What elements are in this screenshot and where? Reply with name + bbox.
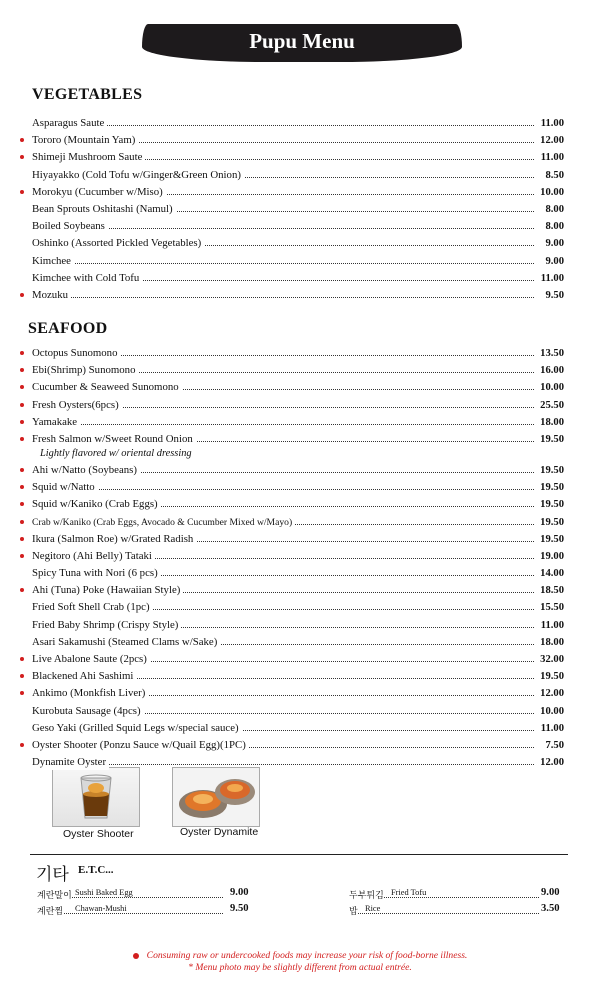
menu-item [0,600,600,617]
menu-item-description: Lightly flavored w/ oriental dressing [40,447,192,459]
menu-item-price: 8.50 [545,169,564,181]
dot-leader [32,125,534,126]
menu-item [0,116,600,133]
menu-item [0,271,600,288]
menu-item-name: Ahi (Tuna) Poke (Hawaiian Style) [32,583,183,598]
menu-item [0,380,600,397]
menu-item-name: Boiled Soybeans [32,219,108,234]
menu-item [0,497,600,514]
menu-item-price: 8.00 [545,221,564,233]
menu-item-price: 12.00 [540,135,564,147]
menu-item [0,150,600,167]
menu-item [0,566,600,583]
menu-item-price: 25.50 [540,399,564,411]
menu-item-name: Kimchee [32,254,74,269]
menu-item-name: Dynamite Oyster [32,755,109,770]
dot-leader [349,913,539,914]
menu-item-name: Squid w/Natto [32,480,98,495]
menu-item [0,463,600,480]
red-bullet-icon [20,657,24,661]
menu-item [0,398,600,415]
menu-item [0,738,600,755]
red-bullet-icon [20,537,24,541]
etc-item [349,904,600,920]
menu-item [0,168,600,185]
menu-item-name: Blackened Ahi Sashimi [32,669,136,684]
menu-item-name: Mozuku [32,288,71,303]
dot-leader [32,297,534,298]
menu-item [0,583,600,600]
menu-item-price: 9.00 [545,255,564,267]
menu-item-name: Hiyayakko (Cold Tofu w/Ginger&Green Onion) [32,168,244,183]
menu-item-price: 9.50 [545,289,564,301]
etc-item-price: 9.00 [541,887,560,898]
dot-leader [37,913,223,914]
menu-item-name: Morokyu (Cucumber w/Miso) [32,185,166,200]
menu-item-name: Ebi(Shrimp) Sunomono [32,363,138,378]
menu-item-price: 11.00 [540,619,564,631]
menu-item-price: 11.00 [540,118,564,129]
red-bullet-icon [20,743,24,747]
menu-item-name: Cucumber & Seaweed Sunomono [32,380,182,395]
header-banner [142,24,462,62]
menu-item-name: Asparagus Saute [32,116,107,131]
red-bullet-icon [20,351,24,355]
menu-item-name: Ankimo (Monkfish Liver) [32,686,148,701]
red-bullet-icon [20,138,24,142]
menu-item-name: Oshinko (Assorted Pickled Vegetables) [32,236,204,251]
menu-item-name: Bean Sprouts Oshitashi (Namul) [32,202,176,217]
menu-item-price: 18.00 [540,416,564,428]
menu-item-price: 18.00 [540,636,564,648]
oyster-shooter-photo [52,767,140,827]
menu-item-name: Live Abalone Saute (2pcs) [32,652,150,667]
divider [30,854,568,855]
red-bullet-icon [20,293,24,297]
menu-item-name: Yamakake [32,415,80,430]
menu-item [0,686,600,703]
red-bullet-icon [20,190,24,194]
notice-bullet [133,953,139,959]
menu-item-name: Geso Yaki (Grilled Squid Legs w/special sauce) [32,721,242,736]
red-bullet-icon [20,520,24,524]
menu-item-price: 11.00 [540,722,564,734]
menu-item [0,185,600,202]
dot-leader [32,424,534,425]
dot-leader [32,489,534,490]
etc-title-korean: 기타 [36,865,69,885]
red-bullet-icon [20,420,24,424]
menu-item-price: 19.50 [540,499,564,511]
menu-item-price: 19.50 [540,482,564,494]
section-title-vegetables: VEGETABLES [32,86,143,103]
menu-item-name: Crab w/Kaniko (Crab Eggs, Avocado & Cucumber Mixed w/Mayo) [32,515,295,530]
menu-item-price: 10.00 [540,705,564,717]
menu-item-price: 32.00 [540,654,564,665]
menu-item [0,363,600,380]
etc-item [349,888,600,904]
menu-item [0,669,600,686]
etc-item-korean-name: 계란말이 [37,888,72,901]
etc-item-name: Rice [365,904,381,913]
raw-food-notice [0,950,600,961]
menu-item-name: Negitoro (Ahi Belly) Tataki [32,549,155,564]
oyster-dynamite-caption: Oyster Dynamite [180,826,259,838]
menu-item-name: Fresh Oysters(6pcs) [32,398,122,413]
menu-item [0,652,600,669]
red-bullet-icon [20,502,24,506]
menu-item-name: Oyster Shooter (Ponzu Sauce w/Quail Egg)(1PC) [32,738,249,753]
menu-item-price: 9.00 [545,238,564,250]
menu-item-name: Squid w/Kaniko (Crab Eggs) [32,497,161,512]
etc-item-price: 3.50 [541,903,560,914]
menu-item-price: 13.50 [540,348,564,359]
menu-item-price: 11.00 [540,272,564,284]
menu-item [0,515,600,532]
red-bullet-icon [20,674,24,678]
menu-item-price: 15.50 [540,602,564,614]
menu-item-price: 10.00 [540,382,564,394]
menu-item-price: 19.50 [540,464,564,476]
menu-item [0,755,600,772]
menu-item-price: 18.50 [540,585,564,597]
menu-item [0,432,600,463]
menu-item [0,532,600,549]
photo-disclaimer: * Menu photo may be slightly different from actual entrée. [188,962,412,973]
menu-item-price: 19.50 [540,533,564,545]
menu-item [0,721,600,738]
menu-item [0,254,600,271]
menu-item-name: Shimeji Mushroom Saute [32,150,145,165]
menu-item-price: 12.00 [540,757,564,769]
menu-item [0,704,600,721]
menu-item [0,346,600,363]
menu-item-name: Ikura (Salmon Roe) w/Grated Radish [32,532,196,547]
oyster-shooter-caption: Oyster Shooter [63,828,134,840]
red-bullet-icon [20,554,24,558]
etc-item-korean-name: 계란찜 [37,904,63,917]
menu-item-name: Asari Sakamushi (Steamed Clams w/Sake) [32,635,220,650]
red-bullet-icon [20,437,24,441]
red-bullet-icon [20,485,24,489]
red-bullet-icon [20,468,24,472]
menu-item [0,219,600,236]
red-bullet-icon [20,385,24,389]
menu-item-name: Ahi w/Natto (Soybeans) [32,463,140,478]
menu-item-price: 7.50 [545,739,564,751]
menu-item-name: Kimchee with Cold Tofu [32,271,142,286]
red-bullet-icon [20,588,24,592]
red-bullet-icon [20,368,24,372]
menu-item-price: 10.00 [540,186,564,198]
menu-item [0,549,600,566]
etc-item-price: 9.00 [230,887,249,898]
menu-item-price: 19.50 [540,516,564,528]
menu-item-price: 8.00 [545,203,564,215]
menu-item-price: 19.50 [540,433,564,445]
red-bullet-icon [20,155,24,159]
menu-item-name: Fried Soft Shell Crab (1pc) [32,600,153,615]
menu-item-name: Octopus Sunomono [32,346,120,361]
vegetables-list [0,116,600,305]
menu-item-price: 16.00 [540,365,564,377]
menu-item [0,133,600,150]
etc-item-name: Fried Tofu [391,888,427,897]
menu-item-price: 19.00 [540,550,564,562]
etc-subtitle: E.T.C... [78,864,114,876]
page-title: Pupu Menu [249,29,355,53]
menu-item-name: Fresh Salmon w/Sweet Round Onion [32,432,196,447]
section-title-seafood: SEAFOOD [28,320,108,337]
dot-leader [32,263,534,264]
etc-item [37,904,297,920]
menu-item [0,415,600,432]
menu-item-price: 19.50 [540,671,564,683]
etc-item-price: 9.50 [230,903,249,914]
menu-item [0,480,600,497]
red-bullet-icon [20,403,24,407]
menu-item-price: 11.00 [540,152,564,164]
menu-item-price: 12.00 [540,688,564,700]
red-bullet-icon [20,691,24,695]
menu-item-name: Tororo (Mountain Yam) [32,133,138,148]
oyster-dynamite-photo [172,767,260,827]
etc-item-korean-name: 두부튀김 [349,888,384,901]
menu-item-price: 14.00 [540,568,564,580]
menu-item-name: Kurobuta Sausage (4pcs) [32,704,144,719]
etc-item-korean-name: 밥 [349,904,358,917]
etc-item-name: Sushi Baked Egg [75,888,133,897]
seafood-list [0,346,600,772]
menu-item [0,202,600,219]
menu-item [0,618,600,635]
menu-item [0,288,600,305]
etc-item [37,888,297,904]
menu-item [0,236,600,253]
menu-item-name: Spicy Tuna with Nori (6 pcs) [32,566,161,581]
menu-item [0,635,600,652]
etc-item-name: Chawan-Mushi [75,904,127,913]
raw-food-notice-text: Consuming raw or undercooked foods may increase your risk of food-borne illness. [146,950,468,961]
menu-item-name: Fried Baby Shrimp (Crispy Style) [32,618,181,633]
